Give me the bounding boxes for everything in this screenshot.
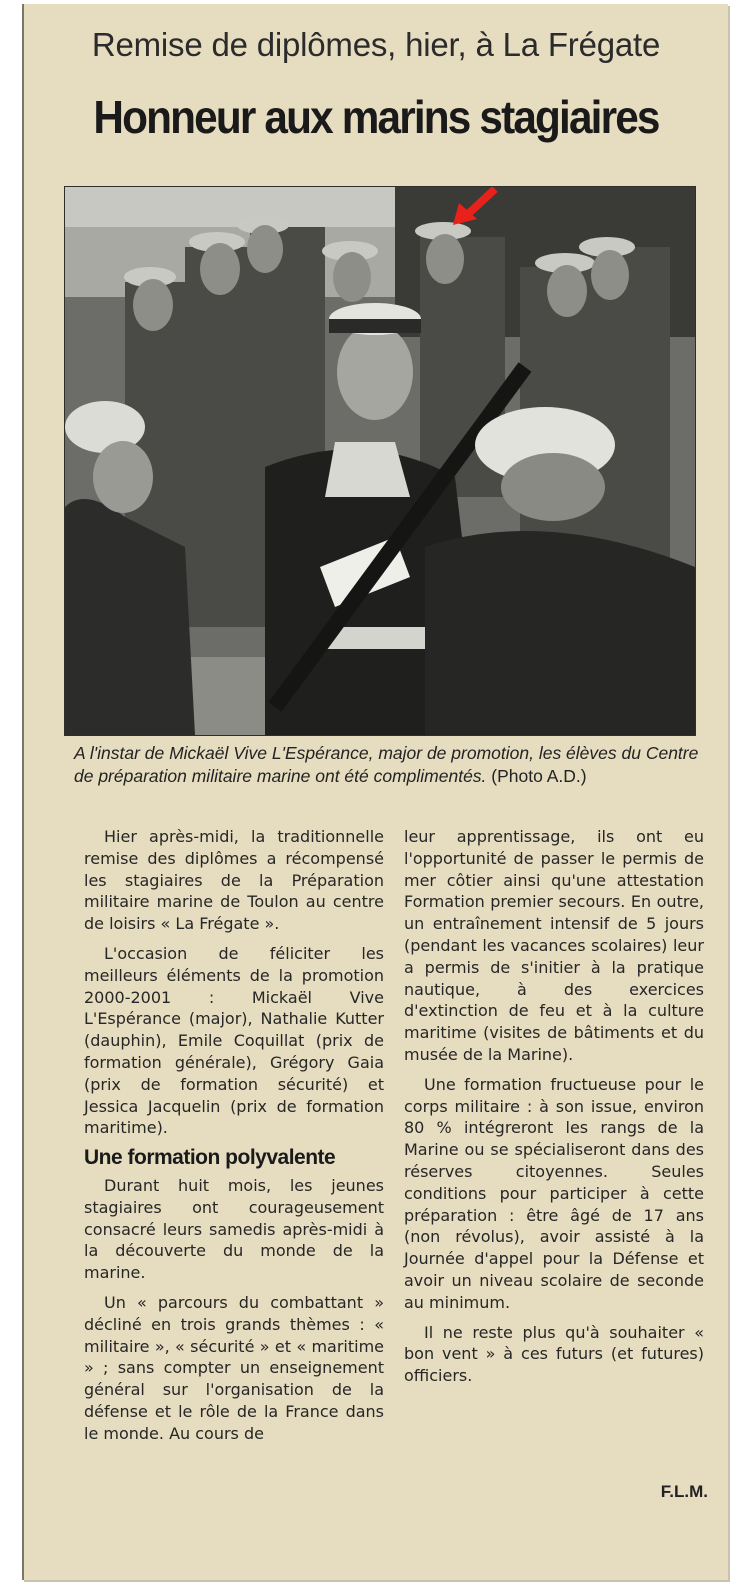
photo-credit: (Photo A.D.) <box>491 766 587 786</box>
article-photo <box>64 186 696 736</box>
article-kicker: Remise de diplômes, hier, à La Frégate <box>91 26 661 63</box>
subheading: Une formation polyvalente <box>84 1146 336 1170</box>
paragraph: Durant huit mois, les jeunes stagiaires ont courageusement consacré leurs samedis après-midi à la découverte du monde de la marine. <box>84 1175 384 1283</box>
paragraph: Une formation fructueuse pour le corps militaire : à son issue, environ 80 % intégreront les rangs de la Marine ou se spécialiseront dans des réserves citoyennes. Seules conditions pour participer à cette préparation : être âgé de 17 ans (non révolus), avoir assisté à la Journée d'appel pour la Défense et avoir un niveau scolaire de seconde au minimum. <box>404 1074 704 1312</box>
paragraph: L'occasion de féliciter les meilleurs éléments de la promotion 2000-2001 : Mickaël Vive L'Espérance (major), Nathalie Kutter (dauphin), Emile Coquillat (prix de formation générale), Grégory Gaia (prix de formation sécurité) et Jessica Jacquelin (prix de formation maritime). <box>84 943 384 1138</box>
photo-caption <box>74 742 704 788</box>
author-signature: F.L.M. <box>660 1482 708 1501</box>
article-column-right <box>404 826 704 1395</box>
paragraph: Hier après-midi, la traditionnelle remise des diplômes a récompensé les stagiaires de la Préparation militaire marine de Toulon au centre de loisirs « La Frégate ». <box>84 827 384 934</box>
article-column-left <box>84 826 384 1453</box>
article-headline: Honneur aux marins stagiaires <box>93 91 659 143</box>
caption-text: A l'instar de Mickaël Vive L'Espérance, major de promotion, les élèves du Centre de préparation militaire marine ont été complimentés. <box>74 743 699 786</box>
newspaper-clipping <box>22 4 728 1580</box>
paragraph: Un « parcours du combattant » décliné en trois grands thèmes : « militaire », « sécurité » et « maritime » ; sans compter un enseignement général sur l'organisation de la défense et le rôle de la France dans le monde. Au cours de <box>84 1292 384 1443</box>
paragraph: leur apprentissage, ils ont eu l'opportunité de passer le permis de mer côtier ainsi qu'une attestation Formation premier secours. En outre, un entraînement intensif de 5 jours (pendant les vacances scolaires) leur a permis de s'initier à la pratique nautique, à des exercices d'extinction de feu et à la culture maritime (visites de bâtiments et du musée de la Marine). <box>404 827 704 1064</box>
paragraph: Il ne reste plus qu'à souhaiter « bon vent » à ces futurs (et futures) officiers. <box>404 1322 704 1386</box>
